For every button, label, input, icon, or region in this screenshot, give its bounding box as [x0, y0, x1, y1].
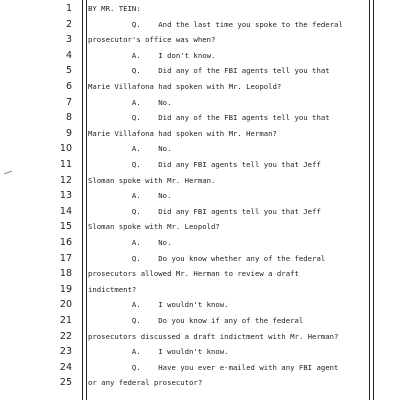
line-number: 15 — [59, 221, 72, 233]
line-number: 17 — [59, 252, 72, 264]
line-number: 19 — [59, 283, 72, 295]
transcript-line — [0, 297, 400, 313]
line-number: 3 — [65, 34, 72, 46]
line-text: Q. Did any of the FBI agents tell you that — [88, 66, 330, 76]
line-number: 22 — [59, 330, 72, 342]
transcript-line — [0, 48, 400, 64]
line-number: 1 — [65, 3, 72, 14]
transcript-line — [0, 360, 400, 376]
transcript-line — [0, 188, 400, 204]
line-text: Q. Did any FBI agents tell you that Jeff — [88, 160, 321, 169]
transcript-line — [0, 235, 400, 251]
transcript-line — [0, 63, 400, 79]
transcript-line — [0, 32, 400, 48]
line-text: A. No. — [88, 97, 172, 107]
line-number: 13 — [59, 190, 72, 202]
line-number: 20 — [59, 299, 72, 311]
line-number: 18 — [59, 268, 72, 280]
line-number: 5 — [65, 65, 72, 77]
line-text: Q. Do you know whether any of the federal — [88, 253, 326, 263]
transcript-line — [0, 266, 400, 282]
line-text: Q. Did any FBI agents tell you that Jeff — [88, 206, 321, 216]
line-text: A. I wouldn't know. — [88, 300, 229, 310]
line-text: prosecutors discussed a draft indictment with Mr. Herman? — [88, 331, 339, 341]
line-text: BY MR. TEIN: — [88, 4, 141, 13]
line-text: prosecutor's office was when? — [88, 35, 216, 45]
line-number: 10 — [59, 143, 72, 155]
line-number: 25 — [59, 377, 72, 389]
line-number: 16 — [59, 237, 72, 248]
line-text: or any federal prosecutor? — [88, 378, 203, 388]
transcript-line — [0, 282, 400, 298]
transcript-line — [0, 126, 400, 142]
line-number: 11 — [59, 159, 72, 170]
transcript-line — [0, 157, 400, 173]
line-number: 7 — [65, 96, 72, 108]
line-number: 24 — [59, 361, 72, 373]
line-text: Q. Have you ever e-mailed with any FBI agent — [88, 362, 339, 372]
line-text: A. I wouldn't know. — [88, 347, 229, 357]
transcript-line — [0, 95, 400, 111]
line-number: 6 — [65, 81, 72, 92]
line-number: 8 — [65, 112, 72, 124]
transcript-line — [0, 173, 400, 189]
transcript-line — [0, 251, 400, 267]
transcript-line — [0, 344, 400, 360]
line-text: A. No. — [88, 238, 172, 247]
line-text: Sloman spoke with Mr. Herman. — [88, 175, 216, 185]
transcript-line — [0, 79, 400, 95]
line-number: 4 — [65, 49, 72, 61]
line-text: Q. Do you know if any of the federal — [88, 316, 304, 325]
transcript-line — [0, 141, 400, 157]
line-text: A. No. — [88, 144, 172, 154]
transcript-line — [0, 1, 400, 17]
line-text: prosecutors allowed Mr. Herman to review a draft — [88, 269, 299, 279]
transcript-line — [0, 375, 400, 391]
line-text: Sloman spoke with Mr. Leopold? — [88, 222, 220, 232]
transcript-line — [0, 204, 400, 220]
transcript-line — [0, 313, 400, 329]
line-text: indictment? — [88, 284, 137, 294]
line-number: 9 — [65, 127, 72, 139]
line-number: 2 — [65, 18, 72, 30]
transcript-line — [0, 110, 400, 126]
line-number: 12 — [59, 174, 72, 186]
line-text: A. I don't know. — [88, 50, 216, 60]
line-text: Q. Did any of the FBI agents tell you that — [88, 113, 330, 123]
line-text: A. No. — [88, 191, 172, 201]
line-text: Q. And the last time you spoke to the federal — [88, 19, 343, 29]
line-number: 23 — [59, 346, 72, 358]
line-number: 14 — [59, 205, 72, 217]
line-number: 21 — [59, 315, 72, 326]
line-text: Marie Villafona had spoken with Mr. Herman? — [88, 128, 277, 138]
transcript-line — [0, 329, 400, 345]
transcript-line — [0, 219, 400, 235]
line-text: Marie Villafona had spoken with Mr. Leopold? — [88, 82, 282, 91]
transcript-line — [0, 17, 400, 33]
